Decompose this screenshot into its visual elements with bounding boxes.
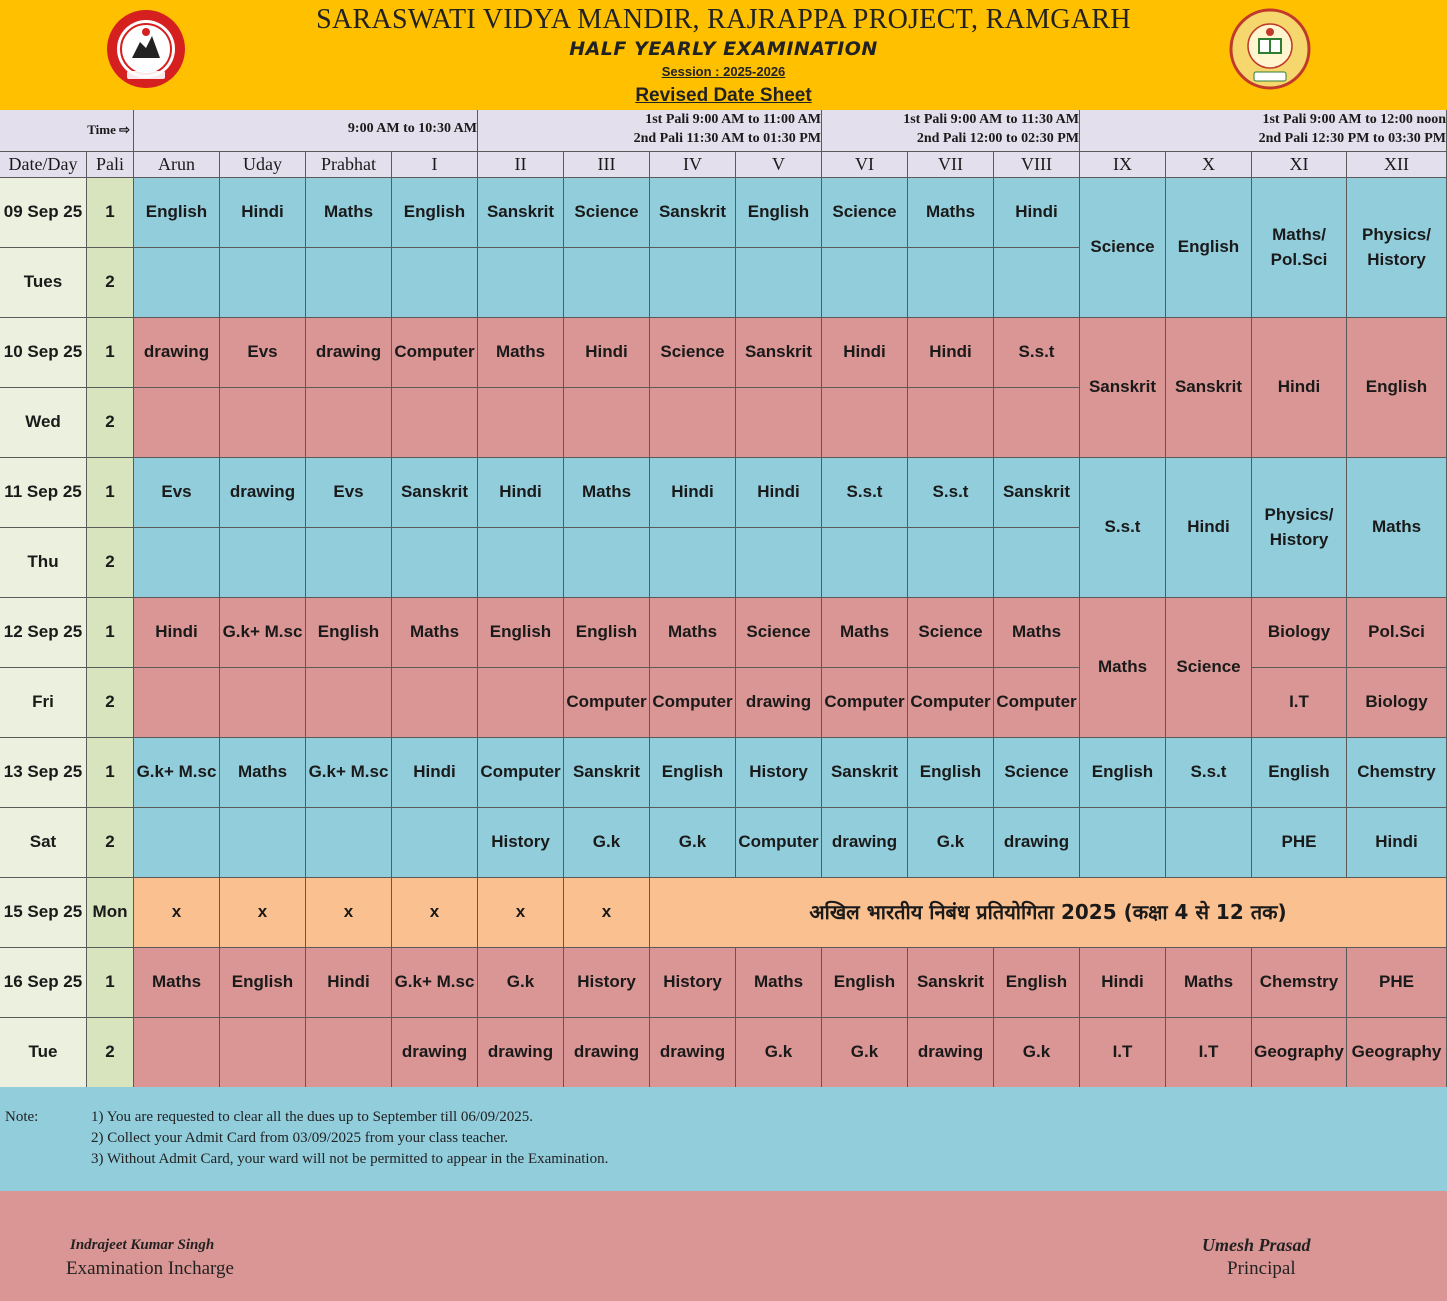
exam-cell xyxy=(564,248,650,318)
exam-cell: drawing xyxy=(564,1018,650,1088)
exam-cell: English xyxy=(650,738,736,808)
exam-cell xyxy=(134,388,220,458)
column-header: V xyxy=(736,152,822,178)
exam-cell: Biology xyxy=(1252,598,1347,668)
exam-cell: Maths xyxy=(822,598,908,668)
exam-cell-merged: Maths xyxy=(1347,458,1447,598)
exam-cell xyxy=(478,388,564,458)
exam-cell: English xyxy=(1080,738,1166,808)
exam-cell: Maths xyxy=(1166,948,1252,1018)
exam-cell xyxy=(736,248,822,318)
exam-cell xyxy=(134,248,220,318)
exam-cell: x xyxy=(306,878,392,948)
exam-cell xyxy=(392,668,478,738)
exam-cell-merged: Maths/ Pol.Sci xyxy=(1252,178,1347,318)
pali-cell: 2 xyxy=(87,248,134,318)
column-header: Pali xyxy=(87,152,134,178)
exam-cell: Sanskrit xyxy=(736,318,822,388)
time-slot-line: 2nd Pali 11:30 AM to 01:30 PM xyxy=(633,130,821,146)
exam-cell: Evs xyxy=(306,458,392,528)
exam-cell: Maths xyxy=(650,598,736,668)
exam-cell: drawing xyxy=(478,1018,564,1088)
exam-cell: Sanskrit xyxy=(994,458,1080,528)
exam-cell xyxy=(1166,808,1252,878)
exam-cell xyxy=(306,668,392,738)
exam-cell: History xyxy=(650,948,736,1018)
principal-role: Principal xyxy=(1227,1258,1296,1279)
exam-cell xyxy=(822,388,908,458)
exam-cell: Computer xyxy=(392,318,478,388)
exam-cell: Hindi xyxy=(1347,808,1447,878)
time-slot-line: 9:00 AM to 10:30 AM xyxy=(347,121,477,137)
exam-cell: English xyxy=(564,598,650,668)
pali-cell: 2 xyxy=(87,388,134,458)
exam-cell: Chemstry xyxy=(1347,738,1447,808)
exam-cell: Computer xyxy=(822,668,908,738)
exam-cell xyxy=(736,388,822,458)
exam-cell: Hindi xyxy=(134,598,220,668)
exam-cell xyxy=(392,388,478,458)
exam-cell: G.k xyxy=(478,948,564,1018)
exam-cell: Science xyxy=(822,178,908,248)
exam-cell-merged: Science xyxy=(1080,178,1166,318)
exam-cell: G.k xyxy=(564,808,650,878)
day-cell: Tues xyxy=(0,248,87,318)
exam-cell-merged: Sanskrit xyxy=(1166,318,1252,458)
column-header: VII xyxy=(908,152,994,178)
exam-cell: Sanskrit xyxy=(908,948,994,1018)
exam-cell xyxy=(220,388,306,458)
column-header: II xyxy=(478,152,564,178)
exam-cell: drawing xyxy=(908,1018,994,1088)
column-header: I xyxy=(392,152,478,178)
exam-cell-merged: English xyxy=(1347,318,1447,458)
day-cell: Mon xyxy=(87,878,134,948)
exam-cell: Maths xyxy=(392,598,478,668)
exam-cell xyxy=(220,668,306,738)
exam-cell: drawing xyxy=(994,808,1080,878)
day-cell: Sat xyxy=(0,808,87,878)
exam-cell xyxy=(478,248,564,318)
exam-cell: G.k xyxy=(994,1018,1080,1088)
exam-cell: Chemstry xyxy=(1252,948,1347,1018)
exam-cell: English xyxy=(822,948,908,1018)
exam-cell xyxy=(650,248,736,318)
exam-cell: Maths xyxy=(736,948,822,1018)
exam-cell: Maths xyxy=(564,458,650,528)
exam-cell: English xyxy=(306,598,392,668)
date-cell: 15 Sep 25 xyxy=(0,878,87,948)
exam-cell xyxy=(220,1018,306,1088)
exam-cell-merged: Sanskrit xyxy=(1080,318,1166,458)
column-header: VI xyxy=(822,152,908,178)
exam-cell: x xyxy=(478,878,564,948)
exam-cell xyxy=(220,248,306,318)
exam-cell xyxy=(392,528,478,598)
essay-competition-banner: अखिल भारतीय निबंध प्रतियोगिता 2025 (कक्षा 4 से 12 तक) xyxy=(650,878,1447,948)
exam-cell: drawing xyxy=(822,808,908,878)
exam-cell-merged: English xyxy=(1166,178,1252,318)
exam-cell: Maths xyxy=(994,598,1080,668)
exam-cell-merged: S.s.t xyxy=(1080,458,1166,598)
day-cell: Wed xyxy=(0,388,87,458)
date-cell: 16 Sep 25 xyxy=(0,948,87,1018)
exam-cell xyxy=(994,528,1080,598)
exam-cell: Evs xyxy=(134,458,220,528)
date-cell: 10 Sep 25 xyxy=(0,318,87,388)
exam-cell: Science xyxy=(564,178,650,248)
exam-cell: History xyxy=(478,808,564,878)
day-cell: Tue xyxy=(0,1018,87,1088)
exam-cell: Computer xyxy=(564,668,650,738)
exam-cell: G.k+ M.sc xyxy=(306,738,392,808)
exam-cell: Sanskrit xyxy=(822,738,908,808)
exam-cell: Science xyxy=(908,598,994,668)
exam-cell: English xyxy=(736,178,822,248)
exam-cell xyxy=(392,248,478,318)
time-slot-header xyxy=(478,110,822,152)
column-header: XI xyxy=(1252,152,1347,178)
exam-cell xyxy=(564,528,650,598)
exam-cell xyxy=(1080,808,1166,878)
exam-cell: Geography xyxy=(1252,1018,1347,1088)
exam-cell-merged: Science xyxy=(1166,598,1252,738)
time-slot-header xyxy=(1080,110,1447,152)
exam-cell: Sanskrit xyxy=(650,178,736,248)
exam-cell: Computer xyxy=(478,738,564,808)
exam-cell: History xyxy=(564,948,650,1018)
exam-cell: Hindi xyxy=(822,318,908,388)
note-line: 2) Collect your Admit Card from 03/09/2025 from your class teacher. xyxy=(91,1130,508,1146)
exam-cell xyxy=(220,528,306,598)
exam-cell: Hindi xyxy=(392,738,478,808)
exam-cell: x xyxy=(564,878,650,948)
exam-cell: Science xyxy=(736,598,822,668)
exam-cell: Computer xyxy=(994,668,1080,738)
time-slot-line: 2nd Pali 12:00 to 02:30 PM xyxy=(916,130,1079,146)
pali-cell: 1 xyxy=(87,458,134,528)
exam-cell: drawing xyxy=(736,668,822,738)
exam-cell xyxy=(994,388,1080,458)
day-cell: Fri xyxy=(0,668,87,738)
exam-cell-merged: Maths xyxy=(1080,598,1166,738)
exam-cell xyxy=(994,248,1080,318)
column-header: IV xyxy=(650,152,736,178)
exam-cell xyxy=(650,388,736,458)
time-slot-line: 1st Pali 9:00 AM to 11:00 AM xyxy=(645,111,821,127)
exam-cell: Biology xyxy=(1347,668,1447,738)
exam-cell: x xyxy=(392,878,478,948)
exam-cell: I.T xyxy=(1252,668,1347,738)
pali-cell: 2 xyxy=(87,528,134,598)
exam-cell xyxy=(306,388,392,458)
exam-cell: drawing xyxy=(220,458,306,528)
exam-cell: English xyxy=(1252,738,1347,808)
exam-cell: Maths xyxy=(908,178,994,248)
exam-cell xyxy=(650,528,736,598)
time-slot-header xyxy=(134,110,478,152)
exam-cell: PHE xyxy=(1347,948,1447,1018)
session-label: Session : 2025-2026 xyxy=(661,64,786,79)
column-header: X xyxy=(1166,152,1252,178)
note-line: 1) You are requested to clear all the dues up to September till 06/09/2025. xyxy=(91,1109,533,1125)
pali-cell: 1 xyxy=(87,948,134,1018)
pali-cell: 1 xyxy=(87,178,134,248)
exam-cell: drawing xyxy=(134,318,220,388)
exam-cell: Hindi xyxy=(736,458,822,528)
exam-cell: Sanskrit xyxy=(564,738,650,808)
exam-cell: Geography xyxy=(1347,1018,1447,1088)
pali-cell: 1 xyxy=(87,318,134,388)
column-header: III xyxy=(564,152,650,178)
exam-cell xyxy=(822,528,908,598)
date-cell: 09 Sep 25 xyxy=(0,178,87,248)
exam-cell: Hindi xyxy=(564,318,650,388)
exam-title: HALF YEARLY EXAMINATION xyxy=(569,38,878,60)
exam-cell: English xyxy=(134,178,220,248)
exam-cell: S.s.t xyxy=(822,458,908,528)
exam-cell: Maths xyxy=(134,948,220,1018)
exam-cell: x xyxy=(220,878,306,948)
column-header: Uday xyxy=(220,152,306,178)
column-header: IX xyxy=(1080,152,1166,178)
exam-cell xyxy=(134,528,220,598)
exam-cell xyxy=(220,808,306,878)
exam-cell: I.T xyxy=(1080,1018,1166,1088)
day-cell: Thu xyxy=(0,528,87,598)
exam-cell: Pol.Sci xyxy=(1347,598,1447,668)
exam-cell: Evs xyxy=(220,318,306,388)
exam-cell-merged: Hindi xyxy=(1166,458,1252,598)
pali-cell: 1 xyxy=(87,598,134,668)
exam-cell: drawing xyxy=(650,1018,736,1088)
exam-cell: I.T xyxy=(1166,1018,1252,1088)
exam-cell: Hindi xyxy=(650,458,736,528)
exam-incharge-signature: Indrajeet Kumar Singh xyxy=(70,1237,215,1253)
exam-cell: Hindi xyxy=(1080,948,1166,1018)
exam-cell: G.k xyxy=(908,808,994,878)
pali-cell: 1 xyxy=(87,738,134,808)
exam-cell xyxy=(736,528,822,598)
revised-date-sheet-title: Revised Date Sheet xyxy=(635,85,812,106)
exam-cell: Maths xyxy=(478,318,564,388)
exam-cell: English xyxy=(478,598,564,668)
exam-cell: Hindi xyxy=(220,178,306,248)
exam-cell xyxy=(306,808,392,878)
exam-cell-merged: Physics/ History xyxy=(1347,178,1447,318)
exam-cell: Science xyxy=(650,318,736,388)
column-header: Date/Day xyxy=(0,152,87,178)
exam-cell xyxy=(908,528,994,598)
exam-cell: Sanskrit xyxy=(392,458,478,528)
exam-cell: Sanskrit xyxy=(478,178,564,248)
date-cell: 13 Sep 25 xyxy=(0,738,87,808)
exam-cell: G.k xyxy=(650,808,736,878)
exam-cell xyxy=(306,1018,392,1088)
column-header: XII xyxy=(1347,152,1447,178)
exam-cell: G.k+ M.sc xyxy=(392,948,478,1018)
exam-cell: G.k+ M.sc xyxy=(220,598,306,668)
exam-cell: drawing xyxy=(306,318,392,388)
pali-cell: 2 xyxy=(87,668,134,738)
exam-cell: Computer xyxy=(650,668,736,738)
exam-cell: Maths xyxy=(306,178,392,248)
exam-cell: Computer xyxy=(736,808,822,878)
date-sheet-table xyxy=(0,110,1447,1087)
exam-cell xyxy=(478,528,564,598)
exam-cell: drawing xyxy=(392,1018,478,1088)
exam-cell: x xyxy=(134,878,220,948)
exam-cell xyxy=(478,668,564,738)
date-cell: 12 Sep 25 xyxy=(0,598,87,668)
exam-cell: S.s.t xyxy=(994,318,1080,388)
school-name: SARASWATI VIDYA MANDIR, RAJRAPPA PROJECT, RAMGARH xyxy=(316,4,1131,35)
exam-cell: Hindi xyxy=(478,458,564,528)
exam-cell: PHE xyxy=(1252,808,1347,878)
exam-cell-merged: Hindi xyxy=(1252,318,1347,458)
header-banner xyxy=(0,0,1447,111)
exam-cell: S.s.t xyxy=(1166,738,1252,808)
time-slot-line: 1st Pali 9:00 AM to 12:00 noon xyxy=(1262,111,1446,127)
time-slot-line: 2nd Pali 12:30 PM to 03:30 PM xyxy=(1258,130,1446,146)
exam-cell xyxy=(134,808,220,878)
exam-cell: Hindi xyxy=(994,178,1080,248)
exam-cell xyxy=(908,388,994,458)
note-label: Note: xyxy=(5,1109,39,1125)
exam-cell: G.k xyxy=(822,1018,908,1088)
exam-cell: G.k+ M.sc xyxy=(134,738,220,808)
exam-cell-merged: Physics/ History xyxy=(1252,458,1347,598)
exam-cell: Maths xyxy=(220,738,306,808)
signature-footer xyxy=(0,1191,1447,1301)
exam-cell: Hindi xyxy=(306,948,392,1018)
exam-cell xyxy=(306,528,392,598)
exam-cell xyxy=(822,248,908,318)
exam-incharge-role: Examination Incharge xyxy=(66,1258,234,1279)
time-slot-line: 1st Pali 9:00 AM to 11:30 AM xyxy=(903,111,1079,127)
exam-cell xyxy=(564,388,650,458)
exam-cell xyxy=(134,668,220,738)
exam-cell xyxy=(392,808,478,878)
exam-cell: English xyxy=(220,948,306,1018)
exam-cell xyxy=(908,248,994,318)
pali-cell: 2 xyxy=(87,808,134,878)
exam-cell: English xyxy=(392,178,478,248)
exam-cell xyxy=(134,1018,220,1088)
pali-cell: 2 xyxy=(87,1018,134,1088)
time-label: Time ⇨ xyxy=(0,110,134,152)
notes-section xyxy=(0,1087,1447,1191)
exam-cell: English xyxy=(994,948,1080,1018)
exam-cell: S.s.t xyxy=(908,458,994,528)
exam-cell: G.k xyxy=(736,1018,822,1088)
column-header: Arun xyxy=(134,152,220,178)
date-cell: 11 Sep 25 xyxy=(0,458,87,528)
column-header: Prabhat xyxy=(306,152,392,178)
exam-cell: Science xyxy=(994,738,1080,808)
principal-signature: Umesh Prasad xyxy=(1202,1235,1311,1255)
exam-cell: History xyxy=(736,738,822,808)
note-line: 3) Without Admit Card, your ward will not be permitted to appear in the Examination. xyxy=(91,1151,609,1167)
exam-cell xyxy=(306,248,392,318)
exam-cell: Computer xyxy=(908,668,994,738)
exam-cell: Hindi xyxy=(908,318,994,388)
time-slot-header xyxy=(822,110,1080,152)
column-header: VIII xyxy=(994,152,1080,178)
exam-cell: English xyxy=(908,738,994,808)
